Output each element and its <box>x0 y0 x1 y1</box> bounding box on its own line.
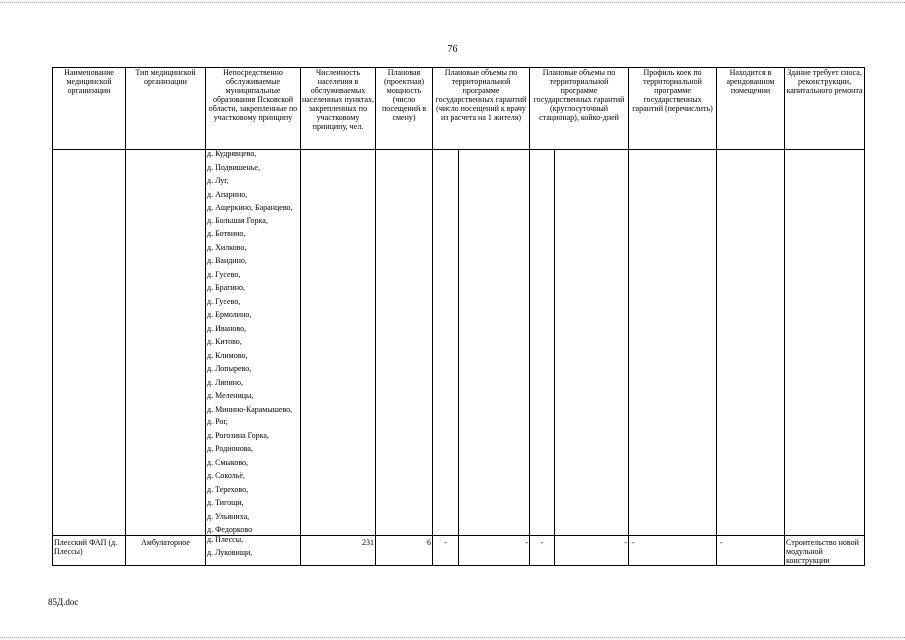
header-org-name: Наименование медицинской организации <box>53 68 126 150</box>
beds-cell-b: - <box>555 535 629 565</box>
header-planned-visits: Плановые объемы по территориальной программе государственных гарантий (число посещений к врачу из расчета на 1 жителя) <box>433 68 530 150</box>
list-item: д. Гусево, <box>207 296 241 306</box>
cell-empty <box>459 150 530 536</box>
list-item: д. Ащеркино, Баранцево, <box>207 203 293 212</box>
header-building-state: Здание требует сноса, реконструкции, капитального ремонта <box>785 68 865 150</box>
list-item: д. Терехово, <box>207 484 249 494</box>
table-row <box>53 150 865 536</box>
places-list-cell <box>206 535 301 565</box>
header-population: Численность населения в обслуживаемых населенных пунктах, закрепленных по участковому принципу, чел. <box>301 68 376 150</box>
places-list-cell <box>206 150 301 536</box>
header-municipalities: Непосредственно обслуживаемые муниципальные образования Псковской области, закрепленные по участковому принципу <box>206 68 301 150</box>
org-name-cell: Плесский ФАП (д. Плессы) <box>53 535 126 565</box>
cell-empty <box>433 150 459 536</box>
list-item: д. Хилково, <box>207 242 247 252</box>
beds-cell-a: - <box>530 535 555 565</box>
list-item: д. Рогозина Горка, <box>207 430 269 440</box>
list-item: д. Ульяниха, <box>207 511 250 521</box>
table-row-ples <box>53 535 865 565</box>
cell-empty <box>376 150 433 536</box>
profile-cell: - <box>629 535 717 565</box>
list-item: д. Ермолино, <box>207 310 252 319</box>
scan-edge-bottom <box>0 637 905 638</box>
list-item: д. Ляпино, <box>207 377 244 387</box>
list-item: д. Брагино, <box>207 283 246 292</box>
header-org-type: Тип медицинской организации <box>126 68 206 150</box>
header-row <box>53 68 865 150</box>
list-item: д. Кудрявцево, <box>207 149 257 158</box>
capacity-cell: 6 <box>376 535 433 565</box>
list-item: д. Большая Горка, <box>207 215 268 225</box>
cell-empty <box>301 150 376 536</box>
list-item: д. Родионова, <box>207 444 253 453</box>
cell-empty <box>53 150 126 536</box>
header-planned-bed-days: Плановые объемы по территориальной программе государственных гарантий (круглосуточный стационар), койко-дней <box>530 68 629 150</box>
list-item: д. Подвишенье, <box>207 162 260 172</box>
list-item: д. Минино-Карамышево, <box>207 404 293 414</box>
cell-empty <box>126 150 206 536</box>
scan-edge-top <box>0 2 905 3</box>
list-item: д. Федорково <box>207 525 253 534</box>
list-item: д. Плессы, <box>207 535 244 544</box>
list-item: д. Гусево, <box>207 269 241 279</box>
rented-cell: - <box>717 535 785 565</box>
list-item: д. Сокольё, <box>207 471 245 480</box>
document-filename: 85Д.doc <box>48 597 79 607</box>
header-rented: Находится в арендованном помещении <box>717 68 785 150</box>
list-item: д. Ботвино, <box>207 229 246 238</box>
medical-organizations-table <box>52 67 865 566</box>
page-number: 76 <box>447 44 458 55</box>
visits-cell-b: - <box>459 535 530 565</box>
list-item: д. Китово, <box>207 337 242 346</box>
list-item: д. Тигощи, <box>207 498 244 507</box>
cell-empty <box>555 150 629 536</box>
list-item: д. Апарино, <box>207 189 248 199</box>
cell-empty <box>785 150 865 536</box>
list-item: д. Лопырево, <box>207 364 252 373</box>
building-state-cell: Строительство новой модульной конструкции <box>785 535 865 565</box>
list-item: д. Климово, <box>207 350 248 360</box>
visits-cell-a: - <box>433 535 459 565</box>
header-capacity: Плановая (проектная) мощность (число посещений в смену) <box>376 68 433 150</box>
cell-empty <box>530 150 555 536</box>
list-item: д. Вандино, <box>207 256 247 265</box>
cell-empty <box>717 150 785 536</box>
list-item: д. Луковищи, <box>207 548 253 557</box>
list-item: д. Иваново, <box>207 323 247 333</box>
population-cell: 231 <box>301 535 376 565</box>
list-item: д. Рог, <box>207 417 228 426</box>
org-type-cell: Амбулаторное <box>126 535 206 565</box>
list-item: д. Луг, <box>207 176 229 185</box>
header-bed-profile: Профиль коек по территориальной программе государственных гарантий (перечислить) <box>629 68 717 150</box>
list-item: д. Смыково, <box>207 457 249 467</box>
cell-empty <box>629 150 717 536</box>
list-item: д. Меленицы, <box>207 391 254 400</box>
